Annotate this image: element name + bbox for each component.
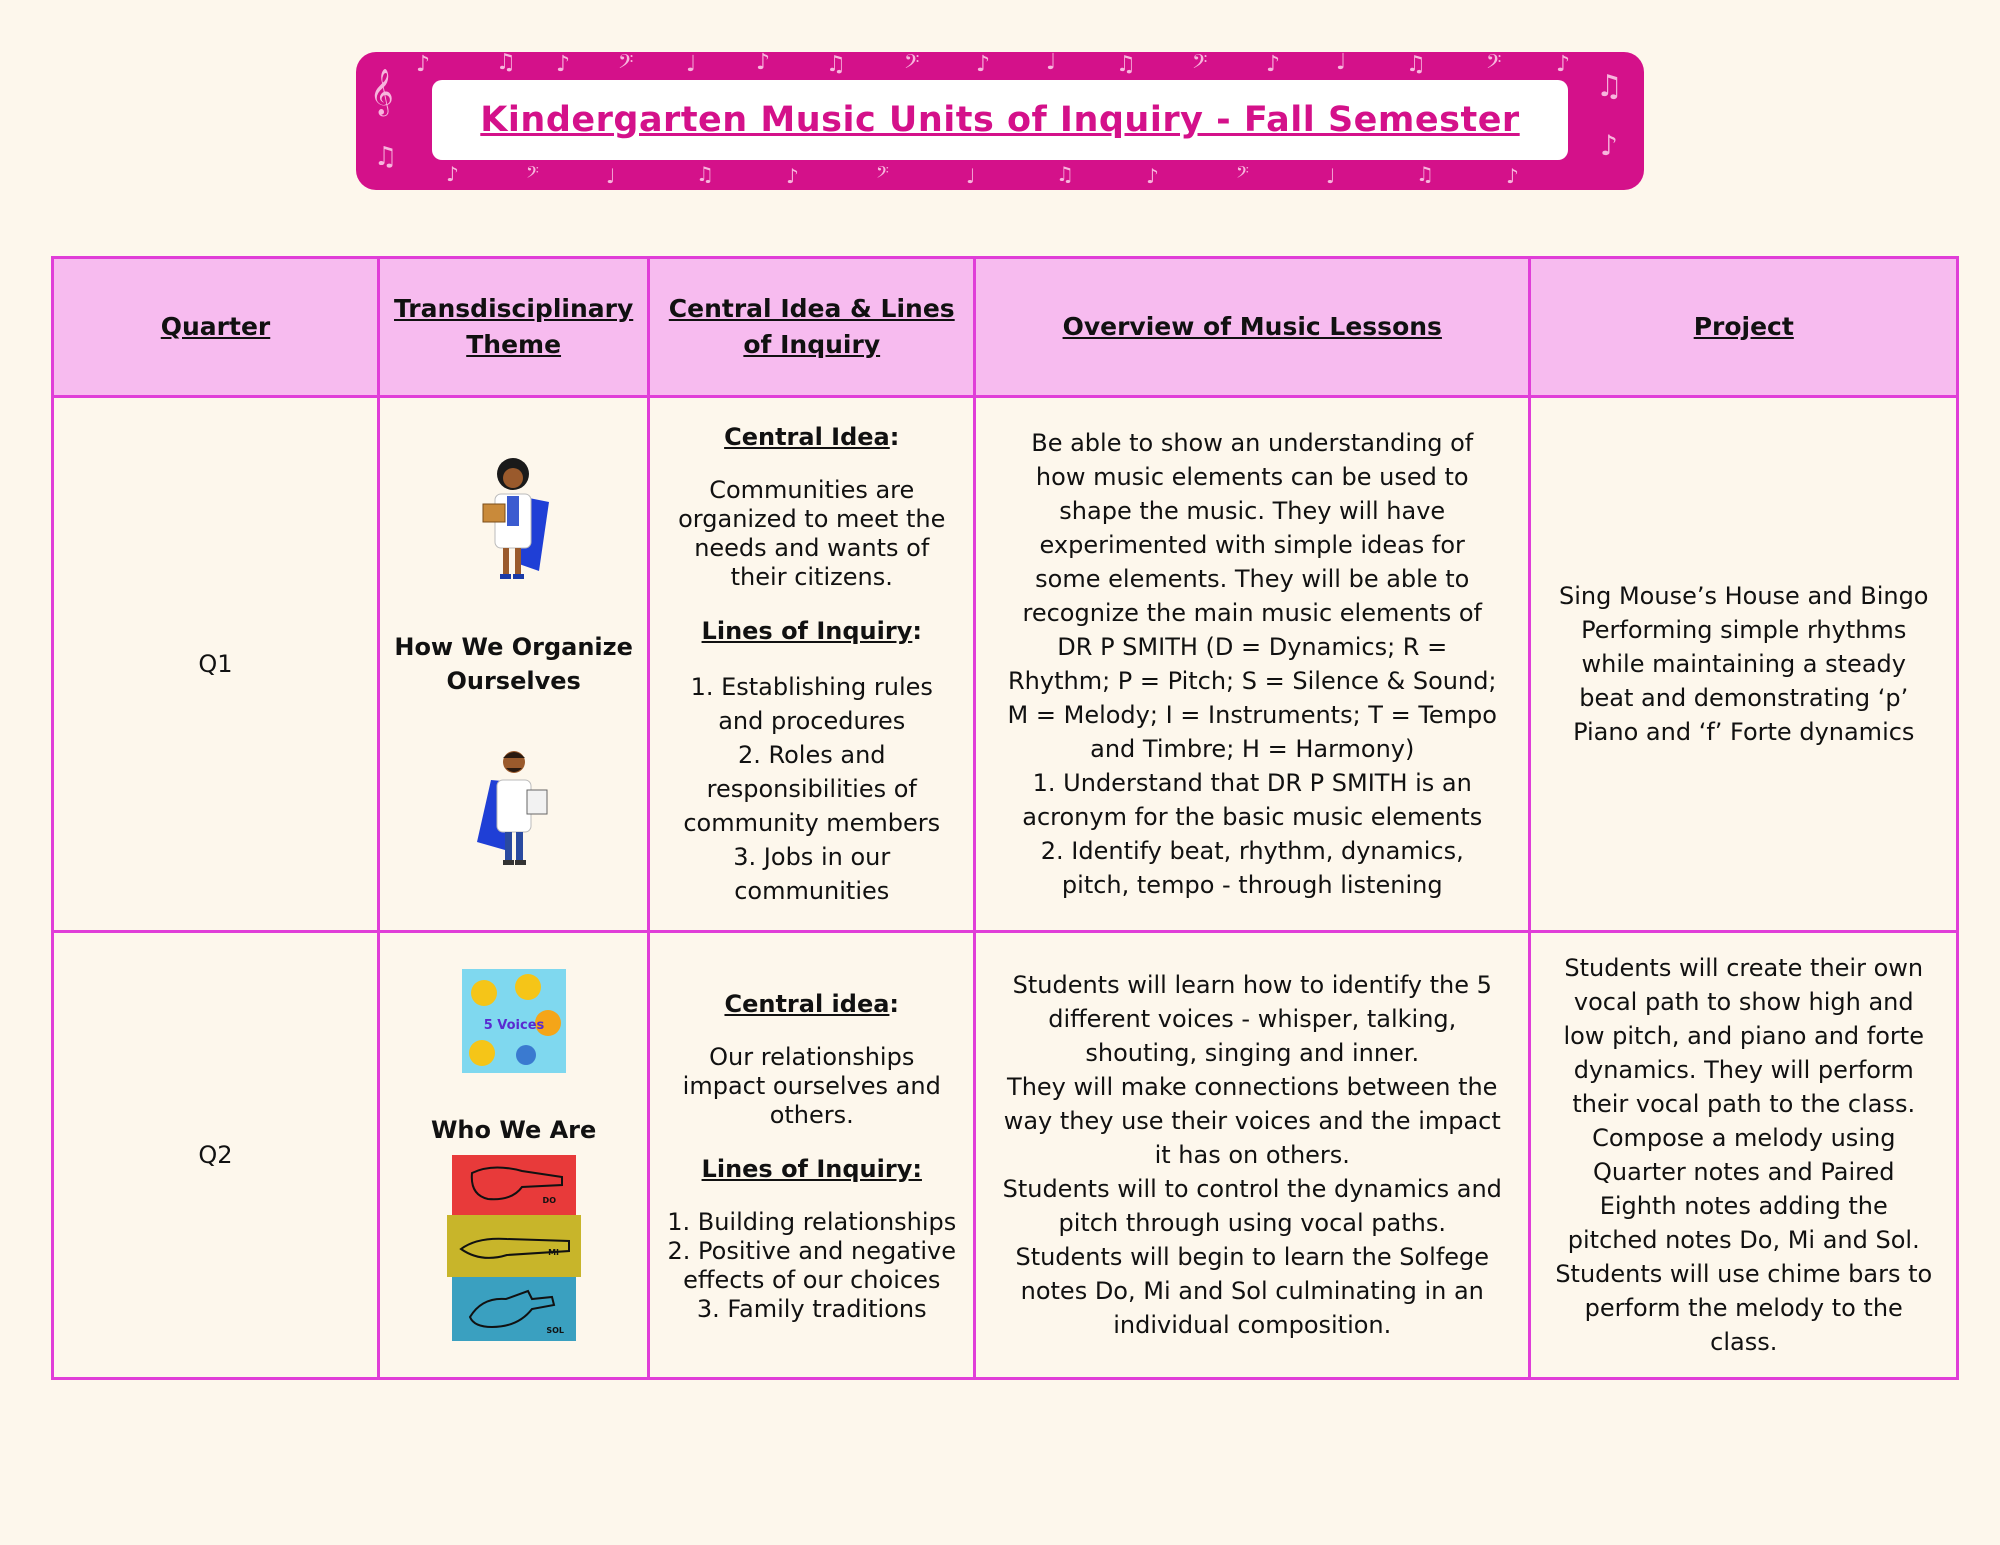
central-idea-heading <box>664 987 959 1021</box>
header-project: Project <box>1530 258 1958 397</box>
sol-label: SOL <box>545 1326 564 1335</box>
theme-cell <box>379 932 649 1379</box>
overview-text: Students will to control the dynamics and pitch through using vocal paths. <box>1002 1175 1502 1237</box>
music-note-icon: ♪ <box>756 52 771 75</box>
music-note-icon: ♪ <box>1600 129 1618 162</box>
overview-cell <box>975 397 1530 932</box>
table-header-row <box>53 258 1958 397</box>
music-note-icon: ♫ <box>696 162 714 186</box>
music-note-icon: ♩ <box>1326 164 1336 188</box>
music-note-icon: ♪ <box>416 52 431 77</box>
inquiry-line: 1. Building relationships <box>667 1207 957 1236</box>
header-theme: Transdisciplinary Theme <box>379 258 649 397</box>
mi-hand-sign-image <box>447 1215 581 1277</box>
music-note-icon: 𝄢 <box>526 162 539 186</box>
project-text: Sing Mouse’s House and Bingo <box>1559 582 1929 610</box>
music-note-icon: ♫ <box>826 52 846 77</box>
title-banner <box>356 52 1644 190</box>
music-note-icon: ♪ <box>1556 52 1571 77</box>
music-note-icon: ♩ <box>966 164 976 188</box>
sol-hand-sign-image <box>452 1277 576 1341</box>
music-note-icon: 𝄞 <box>370 69 394 115</box>
music-note-icon: 𝄢 <box>1486 52 1502 78</box>
scientist-woman-illustration <box>469 456 559 586</box>
music-note-icon: ♫ <box>1056 162 1074 186</box>
theme-name: How We Organize Ourselves <box>394 633 633 695</box>
music-note-icon: 𝄢 <box>904 52 920 78</box>
do-label: DO <box>542 1196 556 1205</box>
units-table <box>51 256 1959 1380</box>
lines-of-inquiry-label: Lines of Inquiry <box>701 617 913 645</box>
music-note-icon: ♫ <box>496 52 516 75</box>
page-title: Kindergarten Music Units of Inquiry - Fall Semester <box>480 100 1520 140</box>
header-quarter: Quarter <box>53 258 379 397</box>
do-hand-sign-image <box>452 1155 576 1215</box>
music-note-icon: ♩ <box>1336 52 1347 75</box>
project-cell <box>1530 932 1958 1379</box>
music-note-icon: 𝄢 <box>1192 52 1208 78</box>
central-idea-colon: : <box>889 989 900 1018</box>
music-note-icon: ♩ <box>686 52 697 77</box>
music-note-icon: 𝄢 <box>876 162 889 186</box>
overview-text: Students will begin to learn the Solfege notes Do, Mi and Sol culminating in an individual composition. <box>1015 1243 1490 1339</box>
central-idea-label: Central Idea <box>724 423 890 451</box>
music-note-icon: ♪ <box>1146 164 1159 188</box>
scientist-man-illustration <box>469 742 559 872</box>
overview-text: Be able to show an understanding of how music elements can be used to shape the music. They will have experimented with simple ideas for some elements. They will be able to recognize the main music elements of DR P SMITH (D = Dynamics; R = Rhythm; P = Pitch; S = Silence & Sound; M = Melody; I = Instruments; T = Tempo and Timbre; H = Harmony) <box>1007 429 1497 763</box>
project-text: Performing simple rhythms while maintaining a steady beat and demonstrating ‘p’ Piano and ‘f’ Forte dynamics <box>1573 616 1915 746</box>
quarter-cell: Q2 <box>53 932 379 1379</box>
music-note-icon: ♪ <box>976 52 991 77</box>
central-idea-text: Communities are organized to meet the needs and wants of their citizens. <box>678 476 946 591</box>
central-idea-colon: : <box>889 423 900 451</box>
project-text: Students will create their own vocal path to show high and low pitch, and piano and forte dynamics. They will perform their vocal path to the class. Compose a melody using Quarter notes and Paired Eighth notes adding the pitched notes Do, Mi and Sol. Students will use chime bars to perform the melody to the class. <box>1555 954 1933 1356</box>
music-note-icon: ♫ <box>1596 69 1623 104</box>
music-note-icon: ♫ <box>1416 162 1434 186</box>
overview-text: They will make connections between the way they use their voices and the impact it has on others. <box>1003 1073 1501 1169</box>
table-row <box>53 932 1958 1379</box>
music-note-icon: ♪ <box>446 162 459 186</box>
header-overview: Overview of Music Lessons <box>975 258 1530 397</box>
music-note-icon: ♪ <box>1506 164 1519 188</box>
overview-text: 2. Identify beat, rhythm, dynamics, pitch, tempo - through listening <box>1040 837 1464 899</box>
central-idea-cell <box>649 932 975 1379</box>
five-voices-image <box>462 969 566 1073</box>
central-idea-cell <box>649 397 975 932</box>
music-note-icon: 𝄢 <box>618 52 634 78</box>
overview-cell <box>975 932 1530 1379</box>
central-idea-label: Central idea <box>724 989 890 1018</box>
five-voices-label: 5 Voices <box>483 1018 544 1033</box>
quarter-cell: Q1 <box>53 397 379 932</box>
music-note-icon: ♫ <box>1116 52 1136 77</box>
central-idea-heading <box>664 420 959 454</box>
inquiry-line: 3. Family traditions <box>696 1294 927 1323</box>
music-note-icon: 𝄢 <box>1236 162 1249 186</box>
music-note-icon: ♩ <box>606 164 616 188</box>
music-note-icon: ♪ <box>786 164 799 188</box>
music-note-icon: ♪ <box>556 52 571 77</box>
central-idea-text: Our relationships impact ourselves and others. <box>682 1042 941 1129</box>
header-central-idea: Central Idea & Lines of Inquiry <box>649 258 975 397</box>
music-note-icon: ♫ <box>1406 52 1426 77</box>
music-note-icon: ♫ <box>374 142 398 172</box>
lines-of-inquiry-heading: Lines of Inquiry: <box>701 1154 922 1183</box>
theme-name: Who We Are <box>430 1116 597 1144</box>
inquiry-line: 1. Establishing rules and procedures <box>690 673 933 735</box>
mi-label: MI <box>547 1248 559 1257</box>
music-note-icon: ♩ <box>1046 52 1057 75</box>
inquiry-line: 2. Positive and negative effects of our choices <box>667 1236 956 1294</box>
lines-of-inquiry-heading <box>664 614 959 648</box>
project-cell <box>1530 397 1958 932</box>
overview-text: 1. Understand that DR P SMITH is an acronym for the basic music elements <box>1022 769 1483 831</box>
table-row <box>53 397 1958 932</box>
theme-cell <box>379 397 649 932</box>
inquiry-line: 3. Jobs in our communities <box>733 843 891 905</box>
title-box <box>432 80 1568 160</box>
overview-text: Students will learn how to identify the 5 different voices - whisper, talking, shouting, singing and inner. <box>1012 971 1492 1067</box>
inquiry-line: 2. Roles and responsibilities of community members <box>683 741 941 837</box>
lines-of-inquiry-colon: : <box>912 617 922 645</box>
music-note-icon: ♪ <box>1266 52 1281 77</box>
